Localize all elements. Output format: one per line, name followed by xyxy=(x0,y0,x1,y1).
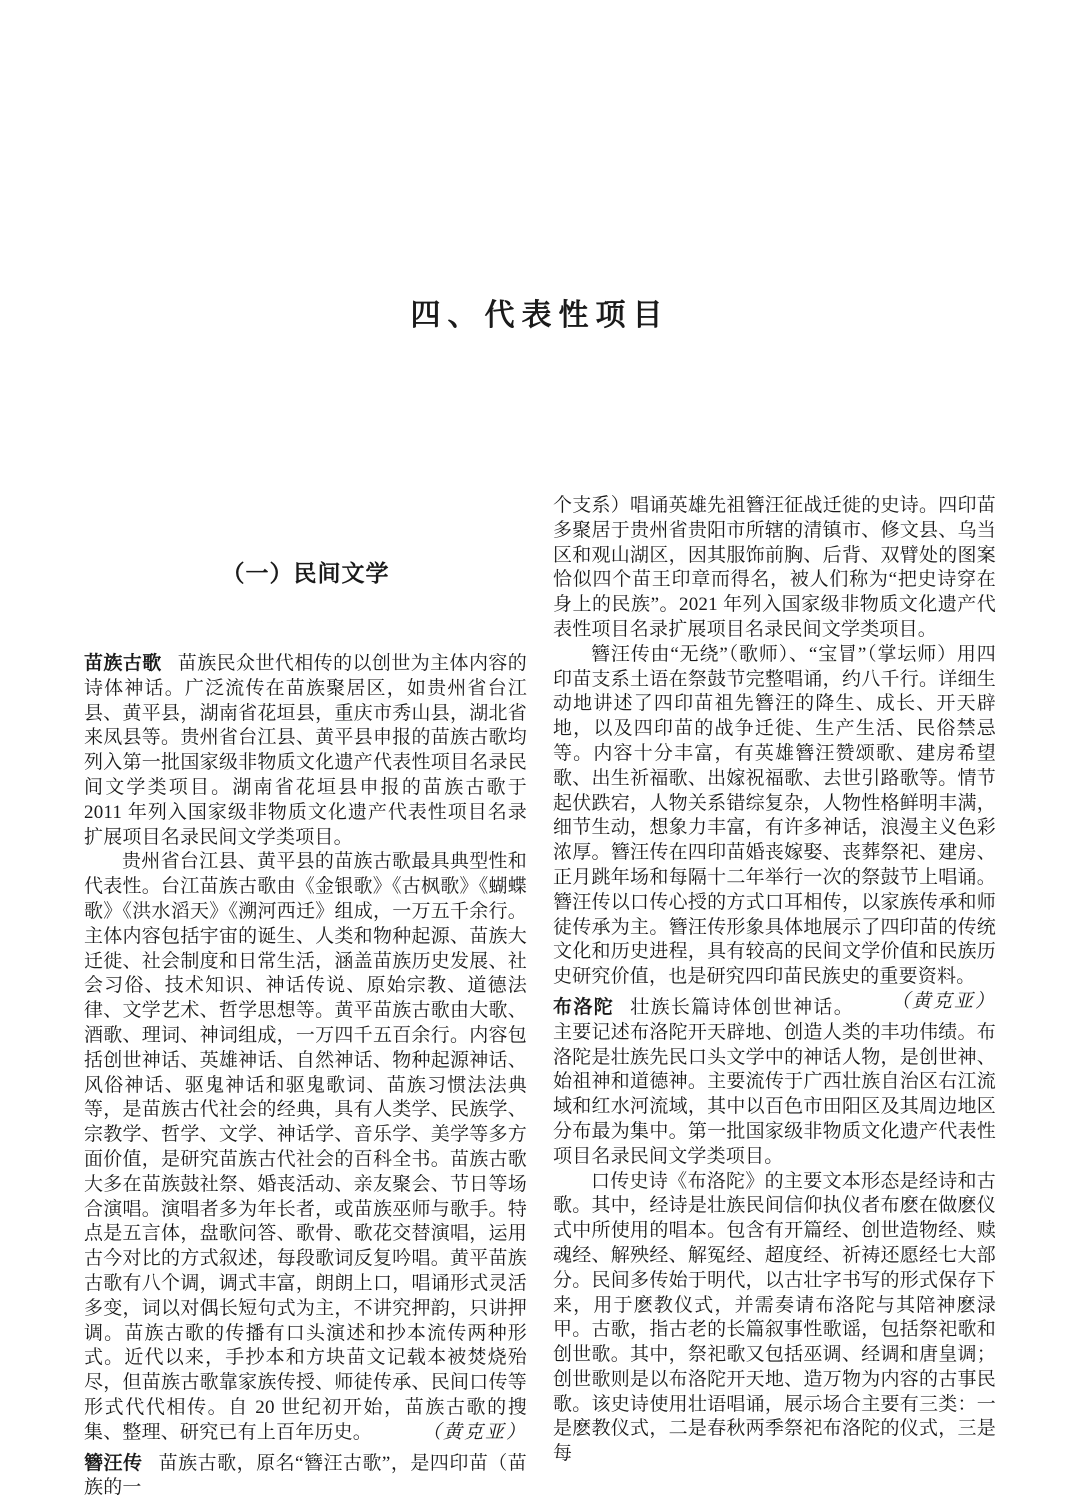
right-column xyxy=(553,494,996,1467)
author-attribution: （黄克亚） xyxy=(384,1421,527,1446)
paragraph-zanwangzhuan-detail xyxy=(553,643,996,990)
paragraph-text: 贵州省台江县、黄平县的苗族古歌最具典型性和代表性。台江苗族古歌由《金银歌》《古枫歌》《蝴蝶歌》《洪水滔天》《溯河西迁》组成，一万五千余行。主体内容包括宇宙的诞生、人类和物种起源、苗族大迁徙、社会制度和日常生活，涵盖苗族历史发展、社会习俗、技术知识、神话传说、原始宗教、道德法律、文学艺术、哲学思想等。黄平苗族古歌由大歌、酒歌、理词、神词组成，一万四千五百余行。内容包括创世神话、英雄神话、自然神话、物种起源神话、风俗神话、驱鬼神话和驱鬼歌词、苗族习惯法法典等，是苗族古代社会的经典，具有人类学、民族学、宗教学、哲学、文学、神话学、音乐学、美学等多方面价值，是研究苗族古代社会的百科全书。苗族古歌大多在苗族鼓社祭、婚丧活动、亲友聚会、节日等场合演唱。演唱者多为年长者，或苗族巫师与歌手。特点是五言体，盘歌问答、歌骨、歌花交替演唱，运用古今对比的方式叙述，每段歌词反复吟唱。黄平苗族古歌有八个调，调式丰富，朗朗上口，唱诵形式灵活多变，词以对偶长短句式为主，不讲究押韵，只讲押调。苗族古歌的传播有口头演述和抄本流传两种形式。近代以来，手抄本和方块苗文记载本被焚烧殆尽，但苗族古歌靠家族传授、师徒传承、民间口传等形式代代相传。自 20 世纪初开始，苗族古歌的搜集、整理、研究已有上百年历史。 xyxy=(84,851,527,1442)
entry-headword: 簪汪传 xyxy=(84,1453,142,1474)
page-title: 四、代表性项目 xyxy=(0,297,1080,335)
paragraph-text: 壮族长篇诗体创世神话。主要记述布洛陀开天辟地、创造人类的丰功伟绩。布洛陀是壮族先民口头文学中的神话人物，是创世神、始祖神和道德神。主要流传于广西壮族自治区右江流域和红水河流域，其中以百色市田阳区及其周边地区分布最为集中。第一批国家级非物质文化遗产代表性项目名录民间文学类项目。 xyxy=(553,997,996,1167)
paragraph-text: 个支系）唱诵英雄先祖簪汪征战迁徙的史诗。四印苗多聚居于贵州省贵阳市所辖的清镇市、修文县、乌当区和观山湖区，因其服饰前胸、后背、双臂处的图案恰似四个苗王印章而得名，被人们称为“把史诗穿在身上的民族”。2021 年列入国家级非物质文化遗产代表性项目名录扩展项目名录民间文学类项目。 xyxy=(553,495,996,640)
paragraph-text: 苗族民众世代相传的以创世为主体内容的诗体神话。广泛流传在苗族聚居区，如贵州省台江县、黄平县，湖南省花垣县，重庆市秀山县，湖北省来凤县等。贵州省台江县、黄平县申报的苗族古歌均列入第一批国家级非物质文化遗产代表性项目名录民间文学类项目。湖南省花垣县申报的苗族古歌于 2011 年列入国家级非物质文化遗产代表性项目名录扩展项目名录民间文学类项目。 xyxy=(84,653,527,848)
paragraph-buluotuo-detail xyxy=(553,1170,996,1468)
entry-buluotuo xyxy=(553,996,996,1170)
entry-headword: 布洛陀 xyxy=(553,997,614,1018)
section-heading: （一）民间文学 xyxy=(84,558,527,589)
entry-headword: 苗族古歌 xyxy=(84,653,162,674)
paragraph-text: 苗族古歌，原名“簪汪古歌”，是四印苗（苗族的一 xyxy=(84,1453,527,1499)
entry-zanwangzhuan xyxy=(84,1452,527,1501)
paragraph-text: 口传史诗《布洛陀》的主要文本形态是经诗和古歌。其中，经诗是壮族民间信仰执仪者布麽在做麽仪式中所使用的唱本。包含有开篇经、创世造物经、赎魂经、解殃经、解冤经、超度经、祈祷还愿经七大部分。民间多传始于明代，以古壮字书写的形式保存下来，用于麽教仪式，并需奏请布洛陀与其陪神麽渌甲。古歌，指古老的长篇叙事性歌谣，包括祭祀歌和创世歌。其中，祭祀歌又包括巫调、经调和唐皇调；创世歌则是以布洛陀开天地、造万物为内容的古事民歌。该史诗使用壮语唱诵，展示场合主要有三类：一是麽教仪式，二是春秋两季祭祀布洛陀的仪式，三是每 xyxy=(553,1171,996,1465)
left-column xyxy=(84,652,527,1501)
paragraph-zanwangzhuan-continued xyxy=(553,494,996,643)
paragraph-miaozu-guge-detail xyxy=(84,850,527,1445)
entry-miaozu-guge xyxy=(84,652,527,850)
paragraph-text: 簪汪传由“无绕”（歌师）、“宝冒”（掌坛师）用四印苗支系土语在祭鼓节完整唱诵，约八千行。详细生动地讲述了四印苗祖先簪汪的降生、成长、开天辟地，以及四印苗的战争迁徙、生产生活、民俗禁忌等。内容十分丰富，有英雄簪汪赞颂歌、建房希望歌、出生祈福歌、出嫁祝福歌、去世引路歌等。情节起伏跌宕，人物关系错综复杂，人物性格鲜明丰满，细节生动，想象力丰富，有许多神话，浪漫主义色彩浓厚。簪汪传在四印苗婚丧嫁娶、丧葬祭祀、建房、正月跳年场和每隔十二年举行一次的祭鼓节上唱诵。簪汪传以口传心授的方式口耳相传，以家族传承和师徒传承为主。簪汪传形象具体地展示了四印苗的传统文化和历史进程，具有较高的民间文学价值和民族历史研究价值，也是研究四印苗民族史的重要资料。 xyxy=(553,644,996,987)
author-attribution: （黄克亚） xyxy=(853,990,996,1015)
